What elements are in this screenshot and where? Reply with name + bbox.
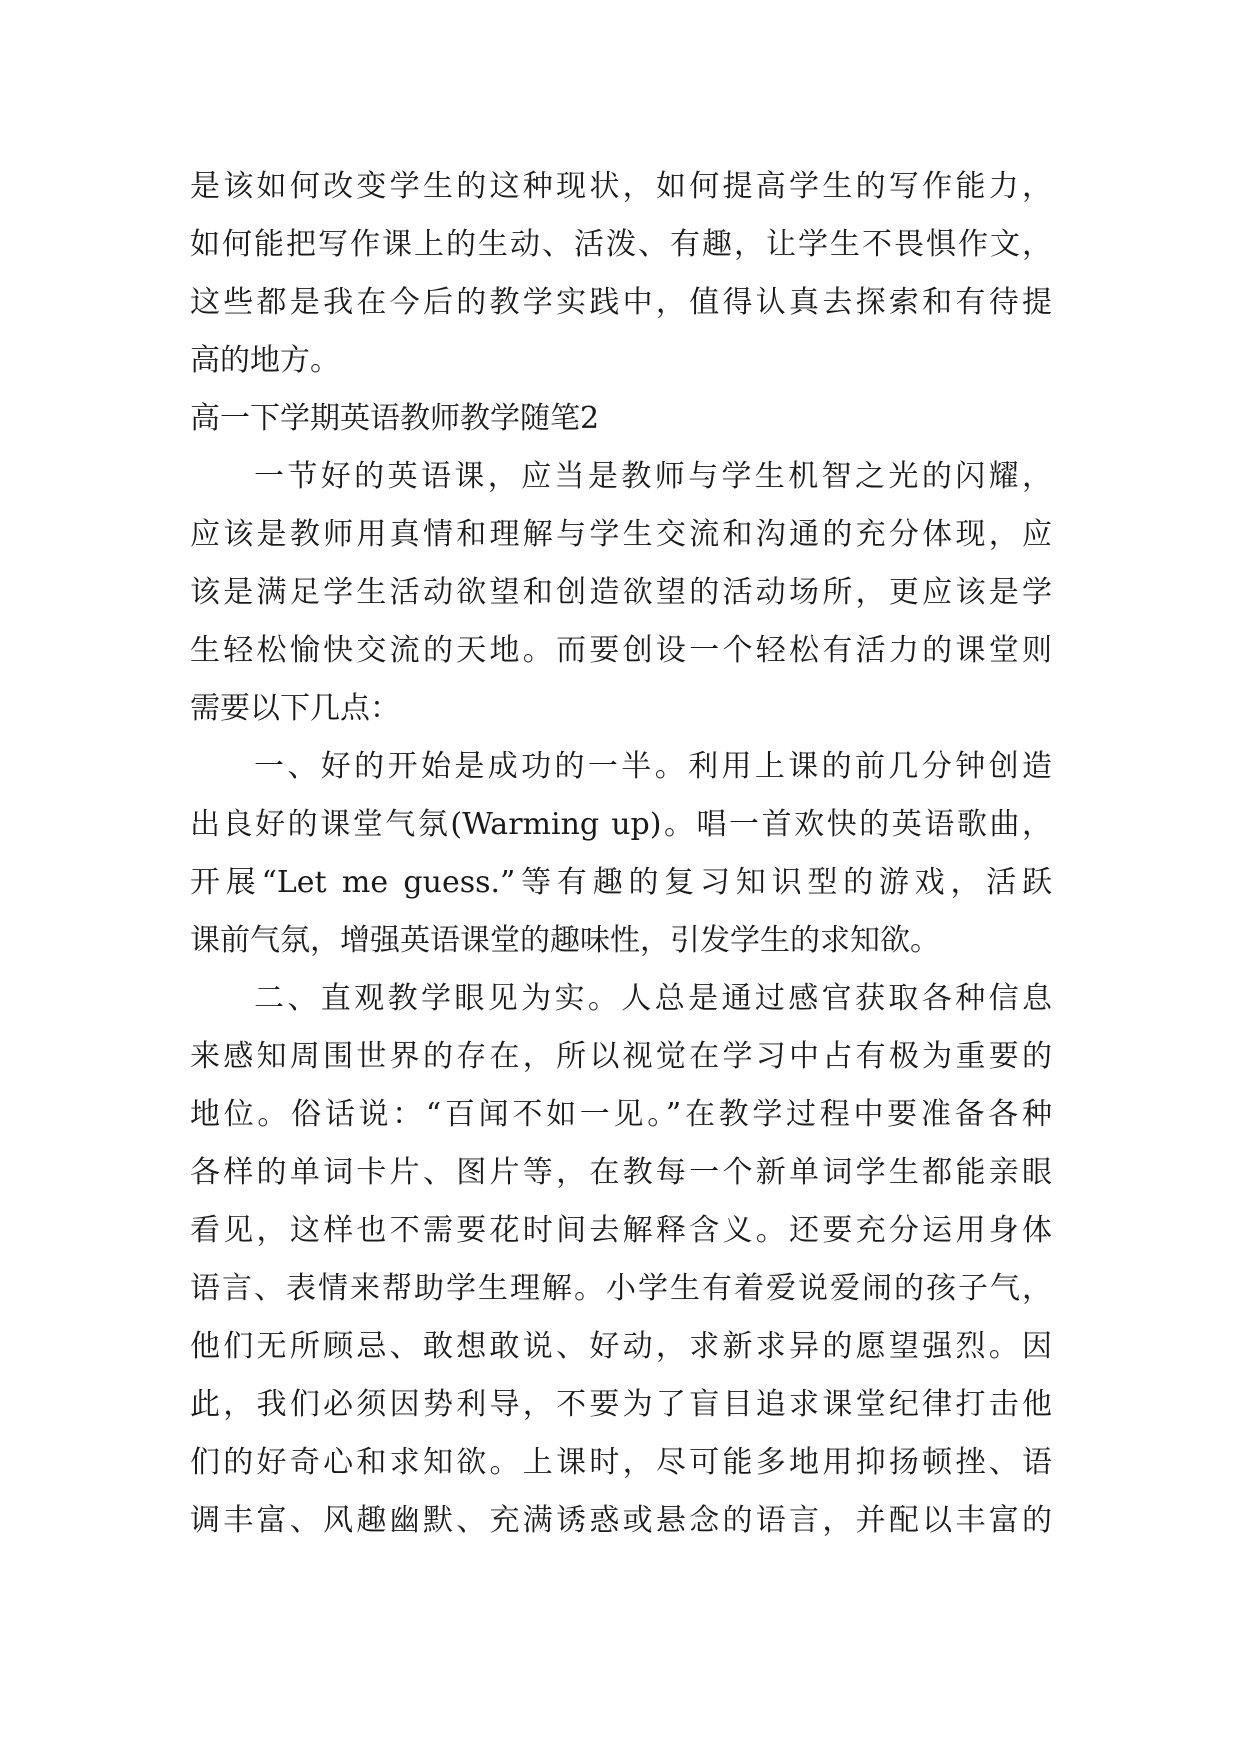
- text-line: 看见，这样也不需要花时间去解释含义。还要充分运用身体: [190, 1213, 1052, 1248]
- paragraph-1: [190, 448, 1052, 738]
- text-line: 出良好的课堂气氛(Warming up)。唱一首欢快的英语歌曲，: [190, 807, 1052, 842]
- text-line: 来感知周围世界的存在，所以视觉在学习中占有极为重要的: [190, 1039, 1052, 1074]
- text-line: 一节好的英语课，应当是教师与学生机智之光的闪耀，: [254, 459, 1052, 494]
- text-line: 该是满足学生活动欲望和创造欲望的活动场所，更应该是学: [190, 575, 1052, 610]
- document-page: [190, 158, 1052, 1550]
- text-line: 如何能把写作课上的生动、活泼、有趣，让学生不畏惧作文，: [190, 227, 1052, 262]
- text-line: 这些都是我在今后的教学实践中，值得认真去探索和有待提: [190, 285, 1052, 320]
- text-line: 此，我们必须因势利导，不要为了盲目追求课堂纪律打击他: [190, 1387, 1052, 1422]
- text-line: 课前气氛，增强英语课堂的趣味性，引发学生的求知欲。: [190, 923, 940, 958]
- paragraph-3: [190, 970, 1052, 1550]
- text-line: 高的地方。: [190, 343, 340, 378]
- text-line: 开展“Let me guess.”等有趣的复习知识型的游戏，活跃: [190, 865, 1052, 900]
- text-line: 各样的单词卡片、图片等，在教每一个新单词学生都能亲眼: [190, 1155, 1052, 1190]
- section-title: 高一下学期英语教师教学随笔2: [190, 401, 600, 436]
- text-line: 是该如何改变学生的这种现状，如何提高学生的写作能力，: [190, 169, 1052, 204]
- paragraph-2: [190, 738, 1052, 970]
- text-line: 调丰富、风趣幽默、充满诱惑或悬念的语言，并配以丰富的: [190, 1503, 1052, 1538]
- text-line: 地位。俗话说：“百闻不如一见。”在教学过程中要准备各种: [190, 1097, 1052, 1132]
- text-line: 他们无所顾忌、敢想敢说、好动，求新求异的愿望强烈。因: [190, 1329, 1052, 1364]
- text-line: 们的好奇心和求知欲。上课时，尽可能多地用抑扬顿挫、语: [190, 1445, 1052, 1480]
- text-line: 生轻松愉快交流的天地。而要创设一个轻松有活力的课堂则: [190, 633, 1052, 668]
- text-line: 语言、表情来帮助学生理解。小学生有着爱说爱闹的孩子气，: [190, 1271, 1052, 1306]
- text-line: 一、好的开始是成功的一半。利用上课的前几分钟创造: [254, 749, 1052, 784]
- text-line: 二、直观教学眼见为实。人总是通过感官获取各种信息: [254, 981, 1052, 1016]
- text-line: 应该是教师用真情和理解与学生交流和沟通的充分体现，应: [190, 517, 1052, 552]
- text-line: 需要以下几点：: [190, 691, 400, 726]
- continuation-paragraph: [190, 158, 1052, 390]
